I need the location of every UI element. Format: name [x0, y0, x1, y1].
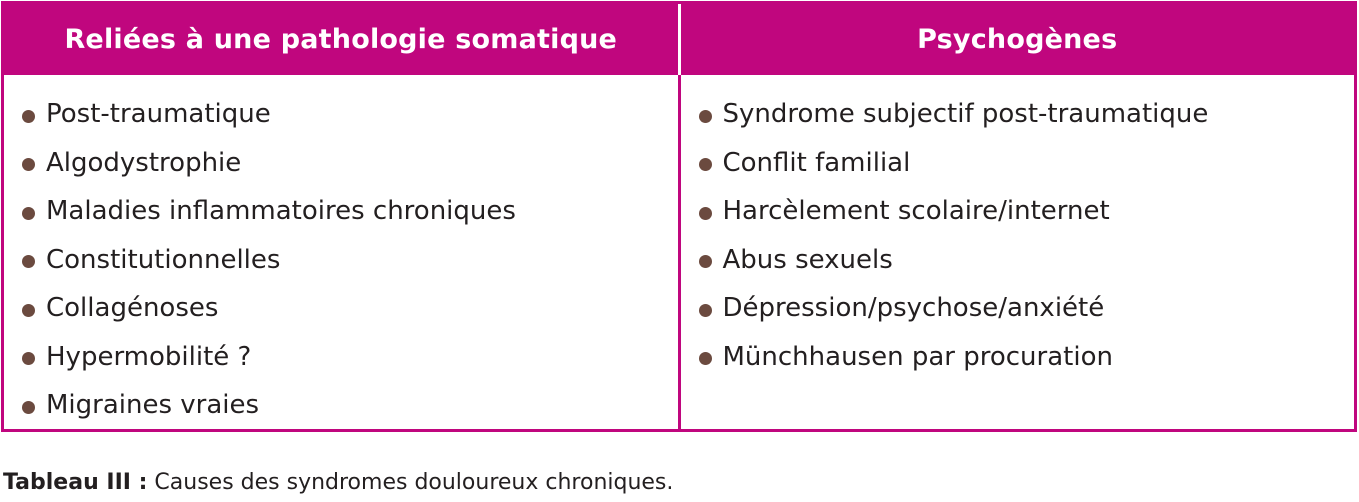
list-item-label: Conflit familial	[722, 147, 911, 178]
list-item-label: Post-traumatique	[46, 99, 271, 130]
list-item	[22, 139, 678, 188]
bullet-icon	[22, 110, 35, 123]
table-caption	[3, 470, 673, 495]
list-item	[699, 139, 1355, 188]
bullet-icon	[22, 304, 35, 317]
bullet-icon	[699, 207, 712, 220]
list-item	[22, 90, 678, 139]
list-item-label: Constitutionnelles	[46, 244, 281, 275]
bullet-icon	[22, 255, 35, 268]
list-item	[22, 187, 678, 236]
caption-text: Causes des syndromes douloureux chroniques.	[147, 470, 674, 495]
header-somatique: Reliées à une pathologie somatique	[64, 24, 618, 55]
bullet-icon	[699, 255, 712, 268]
list-item	[22, 381, 678, 430]
list-item-label: Abus sexuels	[722, 244, 893, 275]
bullet-icon	[699, 158, 712, 171]
list-item	[22, 284, 678, 333]
bullet-icon	[22, 207, 35, 220]
list-item-label: Algodystrophie	[46, 147, 242, 178]
bullet-icon	[22, 158, 35, 171]
list-item	[699, 90, 1355, 139]
list-item-label: Maladies inflammatoires chroniques	[46, 196, 516, 227]
bullet-icon	[22, 401, 35, 414]
bullet-icon	[699, 110, 712, 123]
bullet-icon	[699, 304, 712, 317]
table-header	[4, 4, 1354, 75]
list-item-label: Dépression/psychose/anxiété	[722, 293, 1105, 324]
list-item-label: Syndrome subjectif post-traumatique	[722, 99, 1209, 130]
header-psychogenes: Psychogènes	[917, 24, 1118, 55]
bullet-icon	[22, 352, 35, 365]
list-item	[699, 236, 1355, 285]
list-item-label: Harcèlement scolaire/internet	[722, 196, 1110, 227]
caption-label: Tableau III :	[3, 470, 148, 495]
list-item-label: Münchhausen par procuration	[722, 341, 1113, 372]
list-item	[699, 284, 1355, 333]
list-item	[22, 333, 678, 382]
bullet-icon	[699, 352, 712, 365]
table-body	[4, 75, 1354, 429]
list-item-label: Hypermobilité ?	[46, 341, 252, 372]
column-somatique	[4, 75, 678, 429]
column-psychogenes	[681, 75, 1355, 429]
list-item	[699, 333, 1355, 382]
causes-table	[1, 1, 1357, 432]
list-item-label: Collagénoses	[46, 293, 219, 324]
list-item-label: Migraines vraies	[46, 390, 260, 421]
list-item	[699, 187, 1355, 236]
list-item	[22, 236, 678, 285]
